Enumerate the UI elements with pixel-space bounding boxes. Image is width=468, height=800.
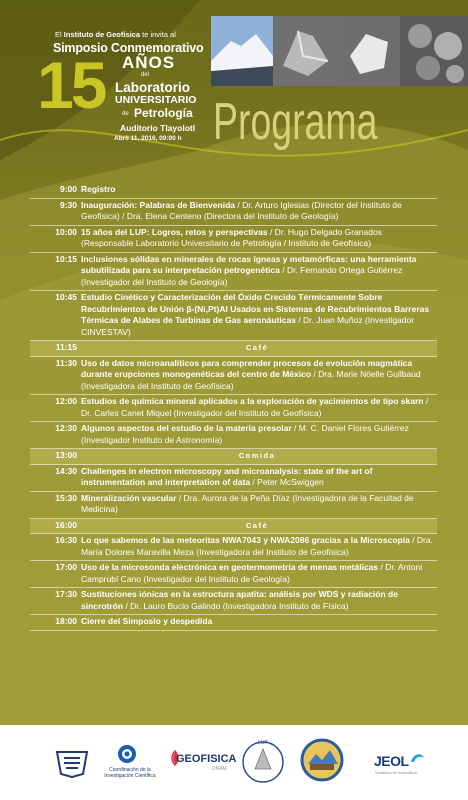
schedule-row (30, 226, 437, 253)
talk-title: Inauguración: Palabras de Bienvenida (81, 199, 235, 210)
volcano-photo (211, 16, 273, 86)
anos-label: AÑOS (122, 53, 176, 72)
crystal-photo (273, 16, 338, 86)
schedule-time: 11:15 (55, 342, 77, 352)
talk-speaker: / Dra. Aurora de la Peña Díaz (Investigadora de la Facultad de Medicina) (81, 492, 414, 514)
talk-speaker: / M. C. Daniel Flores Gutiérrez (Investigador Instituto de Astronomía) (81, 423, 409, 445)
schedule-row (30, 357, 437, 396)
schedule-row (30, 465, 437, 492)
schedule-time: 13:00 (55, 450, 77, 460)
talk-speaker: / Dr. Lauro Bucio Galindo (Investigadora Instituto de Física) (123, 600, 349, 611)
schedule-time: 12:30 (55, 423, 77, 433)
talk-speaker: / Peter McSwiggen (250, 477, 324, 487)
programa-heading: Programa (213, 93, 378, 151)
schedule-time: 18:00 (55, 616, 77, 626)
schedule-table (30, 183, 437, 631)
schedule-entry (81, 254, 437, 289)
schedule-time: 14:30 (55, 465, 77, 476)
schedule-time: 17:30 (55, 589, 77, 599)
schedule-time: 17:00 (55, 562, 77, 572)
schedule-time: 9:30 (59, 199, 77, 210)
talk-title: Estudio Cinético y Caracterización del Óxido Crecido Térmicamente Sobre Recubrimientos de Unión β-(Ni,Pt)Al Usados en Sistemas de Recubrimientos Barreras Térmicas de Alabes de Turbinas de Gas aeronáuticas (81, 292, 430, 325)
talk-title: Algunos aspectos del estudio de la materia presolar (81, 423, 292, 433)
talk-title: Registro (81, 184, 116, 194)
talk-speaker: / Dra. Marie Nöelle Guilbaud (Investigadora del Instituto de Geofísica) (81, 369, 421, 391)
schedule-row (30, 183, 437, 199)
talk-speaker: / Dr. Arturo Iglesias (Director del Instituto de Geofísica) / Dra. Elena Centeno (Directora del Instituto de Geología) (81, 199, 402, 221)
schedule-entry (81, 589, 437, 612)
talk-speaker: / Dr. Carles Canet Miquel (Investigador del Instituto de Geofísica) (81, 396, 429, 418)
intro-suffix: te invita al (142, 30, 176, 39)
schedule-time: 15:30 (55, 492, 77, 503)
talk-title: Inclusiones sólidas en minerales de rocas ígneas y metamórficas: una herramienta subutilizada para su interpretación petrogenética (81, 253, 417, 275)
schedule-row (30, 253, 437, 292)
anniversary-number: 15 (37, 48, 105, 122)
schedule-time: 16:30 (55, 535, 77, 545)
schedule-entry (81, 535, 437, 558)
schedule-entry (81, 227, 437, 250)
talk-title: Uso de datos microanalíticos para comprender procesos de evolución magmática durante erupciones monogenéticas del centro de México (81, 357, 413, 379)
schedule-row (30, 534, 437, 561)
talk-speaker: / Dra. María Dolores Maravilla Meza (Investigadora del Instituto de Geofísica) (81, 535, 433, 557)
jeol-swoosh-icon (408, 750, 426, 768)
schedule-row (30, 199, 437, 226)
schedule-entry (81, 358, 437, 393)
micro-texture-photo (400, 16, 468, 86)
break-label: Café (245, 343, 269, 352)
laboratorio-label: Laboratorio (115, 80, 191, 95)
schedule-row (30, 561, 437, 588)
cic-logo (116, 743, 138, 765)
petrologia-label: Petrología (134, 106, 193, 120)
schedule-break-row (30, 341, 437, 357)
break-label: Café (245, 520, 269, 530)
geology-seal (300, 738, 344, 782)
schedule-entry (81, 396, 437, 419)
schedule-time: 10:00 (55, 226, 77, 237)
jeol-sub: Solutions for Innovation (375, 770, 417, 775)
lup-logo (240, 735, 286, 789)
schedule-time: 11:30 (55, 357, 77, 368)
schedule-row (30, 492, 437, 519)
universitario-label: UNIVERSITARIO (115, 94, 197, 106)
talk-title: 15 años del LUP: Logros, retos y perspectivas (81, 226, 268, 237)
talk-speaker: / Dr. Hugo Delgado Granados (Responsable Laboratorio Universitario de Petrología / Instituto de Geofísica) (81, 226, 382, 248)
jeol-wordmark: JEOL (374, 753, 409, 769)
schedule-entry (81, 184, 437, 196)
unam-logo (55, 748, 89, 778)
schedule-time: 12:00 (55, 396, 77, 406)
de-label: de (122, 111, 129, 117)
talk-speaker: / Dr. Antoni Camprubí Cano (Investigador del Instituto de Geología) (81, 562, 423, 584)
schedule-entry (81, 292, 437, 338)
cic-line2: Investigación Científica (104, 773, 156, 779)
talk-title: Challenges in electron microscopy and microanalysis: state of the art of instrumentation and interpretation of data (81, 465, 373, 487)
talk-speaker: / Dr. Juan Muñoz (Investigador CINVESTAV) (81, 315, 415, 337)
break-label: Comida (238, 451, 276, 460)
footer-logos (0, 725, 468, 800)
schedule-time: 16:00 (55, 519, 77, 530)
intro-institute: Instituto de Geofísica (63, 30, 141, 39)
schedule-entry (81, 423, 437, 446)
geofisica-sub: UNAM (212, 766, 227, 772)
talk-title: Sustituciones iónicas en la estructura apatita: análisis por WDS y radiación de sincrotrón (81, 589, 398, 611)
mineral-photo (338, 16, 400, 86)
geofisica-wordmark: GEOFISICA (176, 753, 237, 765)
venue-label: Auditorio Tlayolotl (120, 123, 196, 133)
symposium-title: Simposio Conmemorativo (53, 41, 204, 55)
schedule-entry (81, 520, 437, 532)
talk-title: Cierre del Simposio y despedida (81, 616, 213, 626)
schedule-break-row (30, 449, 437, 465)
talk-title: Estudios de química mineral aplicados a la exploración de yacimientos de tipo skarn (81, 396, 424, 406)
schedule-row (30, 422, 437, 449)
intro-line (55, 30, 176, 39)
cic-caption (100, 767, 160, 779)
cic-line1: Coordinación de la (109, 767, 151, 773)
schedule-time: 10:15 (55, 253, 77, 264)
header-photo-strip (211, 16, 468, 86)
schedule-row (30, 395, 437, 422)
schedule-entry (81, 562, 437, 585)
schedule-time: 10:45 (55, 292, 77, 302)
schedule-break-row (30, 519, 437, 535)
schedule-entry (81, 200, 437, 223)
schedule-entry (81, 450, 437, 462)
intro-prefix: El (55, 30, 62, 39)
schedule-row (30, 291, 437, 341)
schedule-entry (81, 466, 437, 489)
schedule-entry (81, 616, 437, 628)
schedule-entry (81, 493, 437, 516)
del-label: del (141, 72, 150, 78)
schedule-time: 9:00 (59, 184, 77, 194)
talk-title: Mineralización vascular (81, 492, 177, 503)
talk-title: Lo que sabemos de las meteoritas NWA7043 y NWA2086 gracias a la Microscopía (81, 535, 410, 545)
talk-title: Uso de la microsonda electrónica en geotermometría de menas metálicas (81, 562, 379, 572)
talk-speaker: / Dr. Fernando Ortega Gutiérrez (Investigador del Instituto de Geología) (81, 265, 403, 287)
schedule-row (30, 588, 437, 615)
schedule-entry (81, 342, 437, 354)
svg-text:LUP: LUP (258, 740, 268, 746)
date-label: Abril 11, 2016, 09:00 h (114, 135, 182, 142)
schedule-row (30, 615, 437, 631)
